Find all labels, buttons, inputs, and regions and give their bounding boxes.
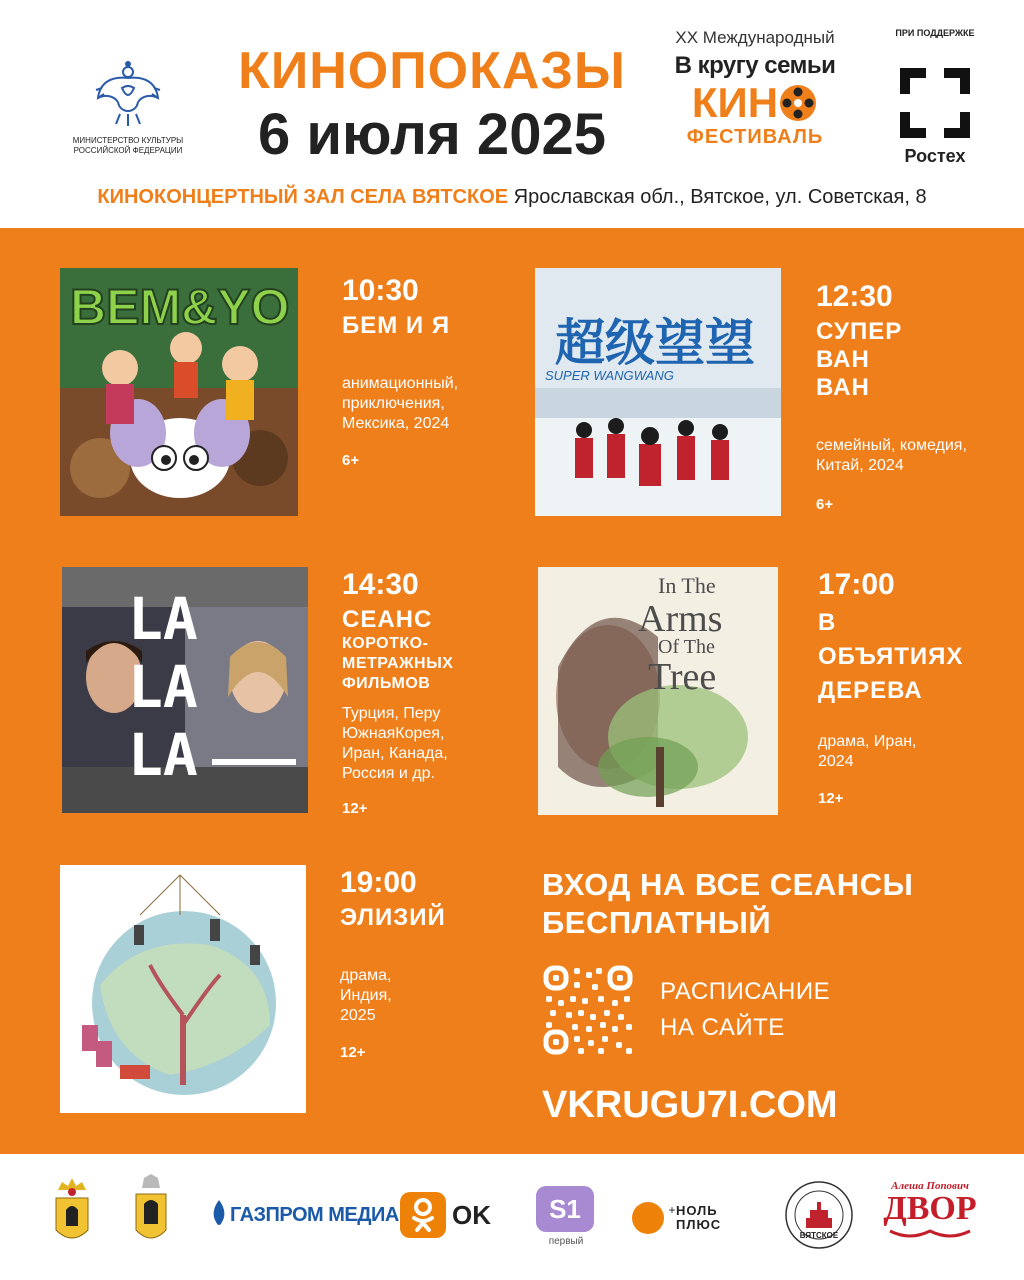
bem-logo-text: BEM&YO — [70, 279, 290, 335]
ministry-logo — [58, 58, 198, 156]
age-rating: 6+ — [816, 496, 834, 513]
free-entry-text: ВХОД НА ВСЕ СЕАНСЫ БЕСПЛАТНЫЙ — [542, 867, 914, 940]
footer-logos — [0, 1154, 1024, 1280]
screening-subtitle: КОРОТКО- МЕТРАЖНЫХ ФИЛЬМОВ — [342, 635, 454, 692]
title-block — [222, 40, 642, 168]
festival-logo — [660, 28, 850, 149]
screening-title: ЭЛИЗИЙ — [340, 904, 446, 931]
alesha-popovich-dvor-logo: Алеша Попович ДВОР — [880, 1180, 980, 1245]
website-link[interactable]: VKRUGU7I.COM — [542, 1084, 838, 1126]
screening-2 — [816, 280, 1006, 513]
screening-title: СУПЕР ВАН ВАН — [816, 318, 903, 401]
festival-line1: XX Международный — [675, 28, 835, 47]
nol-plus-logo: + НОЛЬ ПЛЮС — [632, 1200, 721, 1236]
support-block — [880, 28, 990, 167]
svg-text:S1: S1 — [549, 1194, 581, 1224]
eagle-emblem-icon — [92, 58, 164, 130]
poster-elysium — [60, 865, 306, 1113]
pervyi-channel-icon — [536, 1186, 594, 1232]
screening-time: 14:30 — [342, 568, 419, 601]
tree-title-3: Of The — [658, 636, 715, 658]
tree-title-4: Tree — [648, 656, 717, 698]
tree-title-1: In The — [658, 573, 716, 598]
museum-seal-icon — [784, 1180, 854, 1250]
venue-line — [0, 186, 1024, 209]
schedule-panel — [0, 228, 1024, 1154]
la-text-3: LA — [128, 721, 198, 789]
age-rating: 12+ — [818, 790, 844, 807]
support-label: ПРИ ПОДДЕРЖКЕ — [895, 28, 975, 38]
ministry-text: МИНИСТЕРСТВО КУЛЬТУРЫ РОССИЙСКОЙ ФЕДЕРАЦИИ — [72, 136, 184, 155]
ornament-icon — [880, 1227, 980, 1241]
vyatskoe-coat-of-arms-icon — [134, 1174, 168, 1248]
poster-arms-of-the-tree — [538, 567, 778, 815]
age-rating: 12+ — [342, 800, 368, 817]
nol-plus-circle-icon — [632, 1200, 676, 1236]
odnoklassniki-icon — [400, 1192, 446, 1238]
schedule-link[interactable]: РАСПИСАНИЕ НА САЙТЕ — [660, 978, 831, 1041]
festival-line4: ФЕСТИВАЛЬ — [686, 126, 824, 148]
venue-address: Ярославская обл., Вятское, ул. Советская, 8 — [513, 186, 927, 208]
screening-time: 17:00 — [818, 568, 895, 601]
poster-bem-and-yo — [60, 268, 298, 516]
screening-time: 10:30 — [342, 274, 419, 307]
film-reel-icon — [778, 83, 818, 123]
vyatskoe-museum-logo — [784, 1180, 854, 1254]
festival-line3: КИН — [691, 79, 779, 126]
header — [0, 0, 1024, 228]
age-rating: 12+ — [340, 1044, 366, 1061]
page-title: КИНОПОКАЗЫ — [238, 42, 626, 100]
poster-la-la-la — [62, 567, 308, 813]
screening-meta: анимационный, приключения, Мексика, 2024 — [342, 375, 459, 432]
la-text-1: LA — [128, 585, 198, 653]
festival-line2: В кругу семьи — [674, 52, 836, 79]
wangwang-logo-text: 超级望望 — [555, 314, 755, 372]
screening-5 — [340, 866, 530, 1061]
rostec-logo-icon — [900, 68, 970, 138]
screening-title: В ОБЪЯТИЯХ ДЕРЕВА — [818, 609, 964, 704]
screening-1 — [342, 274, 522, 469]
screening-time: 19:00 — [340, 866, 417, 899]
qr-code[interactable] — [542, 964, 634, 1056]
sponsor-name: Ростех — [904, 146, 966, 166]
yaroslavl-coat-of-arms-icon — [52, 1176, 92, 1248]
svg-text:ВЯТСКОЕ: ВЯТСКОЕ — [799, 1231, 839, 1240]
poster-super-wangwang — [535, 268, 781, 516]
venue-name: КИНОКОНЦЕРТНЫЙ ЗАЛ СЕЛА ВЯТСКОЕ — [97, 186, 509, 208]
event-date: 6 июля 2025 — [258, 102, 606, 167]
screening-meta: драма, Иран, 2024 — [818, 733, 917, 770]
screening-time: 12:30 — [816, 280, 893, 313]
age-rating: 6+ — [342, 452, 360, 469]
free-entry-block — [542, 866, 982, 1127]
screening-meta: драма, Индия, 2025 — [340, 967, 392, 1024]
gazprom-media-logo: ГАЗПРОМ МЕДИА — [208, 1200, 399, 1230]
screening-title: СЕАНС — [342, 606, 433, 633]
gazprom-flame-icon — [208, 1200, 230, 1230]
screening-meta: Турция, Перу ЮжнаяКорея, Иран, Канада, Россия и др. — [342, 705, 448, 782]
screening-4 — [818, 568, 1008, 807]
ok-logo: OK — [400, 1192, 491, 1238]
la-text-2: LA — [128, 653, 198, 721]
screening-3 — [342, 568, 532, 817]
svg-text:+: + — [668, 1203, 676, 1217]
tree-title-2: Arms — [638, 598, 723, 640]
wangwang-sub-text: SUPER WANGWANG — [545, 368, 674, 383]
screening-meta: семейный, комедия, Китай, 2024 — [816, 437, 967, 474]
screening-title: БЕМ И Я — [342, 312, 451, 339]
pervyi-logo: S1 первый — [536, 1186, 596, 1247]
